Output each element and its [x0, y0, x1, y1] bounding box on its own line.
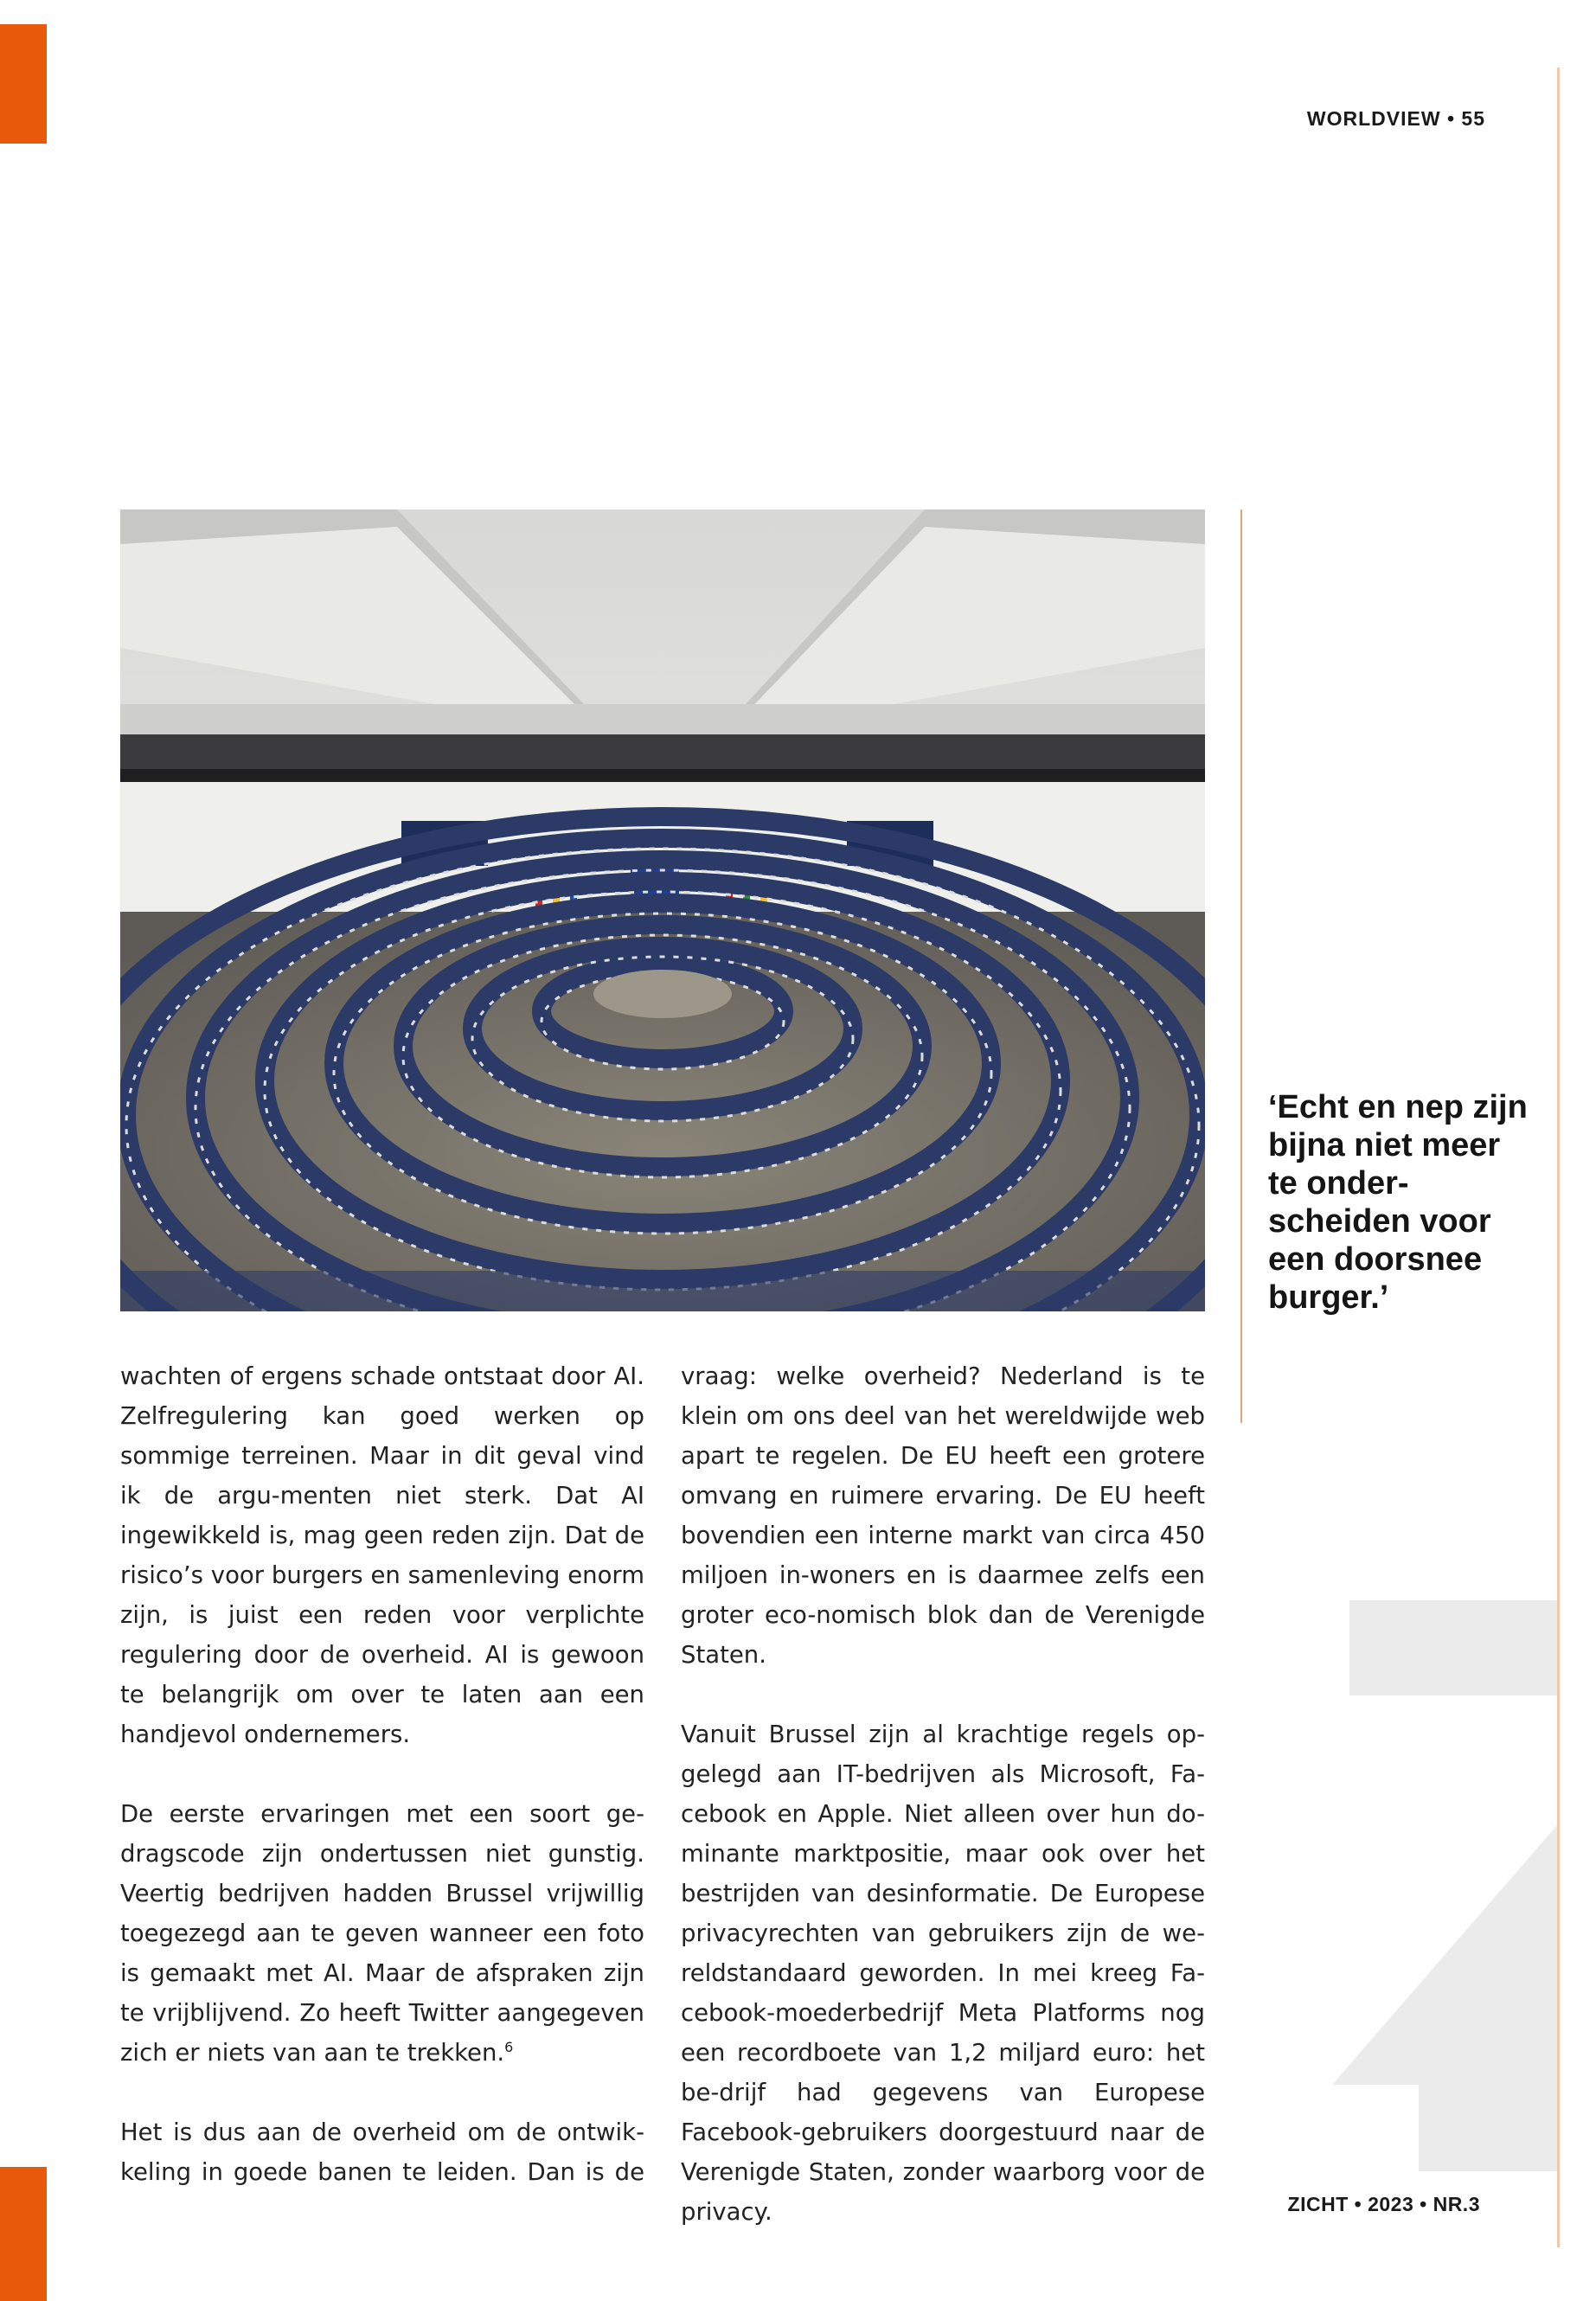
quote-rule: [1240, 510, 1242, 1423]
parliament-photo: [120, 510, 1205, 1311]
header-separator: •: [1446, 107, 1456, 130]
paragraph: vraag: welke overheid? Nederland is te klein om ons deel van het wereldwijde web apart te regelen. De EU heeft een grotere omvang en ruimere ervaring. De EU heeft bovendien een interne markt van circa 450 miljoen in-woners en is daarmee zelfs een groter eco-nomisch blok dan de Verenigde Staten.: [681, 1362, 1205, 1669]
paragraph: wachten of ergens schade ontstaat door AI. Zelfregulering kan goed werken op sommige terreinen. Maar in dit geval vind ik de argu-menten niet sterk. Dat AI ingewikkeld is, mag geen reden zijn. Dat de risico’s voor burgers en samenleving enorm zijn, is juist een reden voor verplichte regulering door de overheid. AI is gewoon te belangrijk om over te laten aan een handjevol ondernemers.: [120, 1362, 644, 1748]
footnote-ref: 6: [504, 2038, 514, 2055]
paragraph-text: De eerste ervaringen met een soort ge-dragscode zijn ondertussen niet gunstig. Veertig bedrijven hadden Brussel vrijwillig toegezegd aan te geven wanneer een foto is gemaakt met AI. Maar de afspraken zijn te vrijblijvend. Zo heeft Twitter aangegeven zich er niets van aan te trekken.: [120, 1800, 644, 2067]
body-column-right: [681, 1356, 1205, 2272]
running-header: [1307, 107, 1485, 131]
paragraph: Het is dus aan de overheid om de ontwik-keling in goede banen te leiden. Dan is de: [120, 2118, 644, 2186]
paragraph: Vanuit Brussel zijn al krachtige regels op-gelegd aan IT-bedrijven als Microsoft, Fa-cebook en Apple. Niet alleen over hun do-minante marktpositie, maar ook over het bestrijden van desinformatie. De Europese privacyrechten van gebruikers zijn de we-reldstandaard geworden. In mei kreeg Fa-cebook-moederbedrijf Meta Platforms nog een recordboete van 1,2 miljard euro: het be-drijf had gegevens van Europese Facebook-gebruikers doorgestuurd naar de Verenigde Staten, zonder waarborg voor de privacy.: [681, 1721, 1205, 2226]
accent-bar-bottom: [0, 2167, 47, 2301]
running-footer: ZICHT • 2023 • NR.3: [1287, 2193, 1480, 2215]
accent-bar-top: [0, 24, 47, 144]
body-column-left: [120, 1356, 644, 2232]
margin-rule: [1557, 67, 1560, 2247]
section-name: WORLDVIEW: [1306, 107, 1441, 130]
magazine-watermark-z: [1332, 1600, 1557, 2171]
pull-quote: ‘Echt en nep zijn bijna niet meer te onder-scheiden voor een doorsnee burger.’: [1268, 1089, 1528, 1316]
paragraph: [120, 1794, 644, 2073]
page-number: 55: [1461, 107, 1485, 130]
